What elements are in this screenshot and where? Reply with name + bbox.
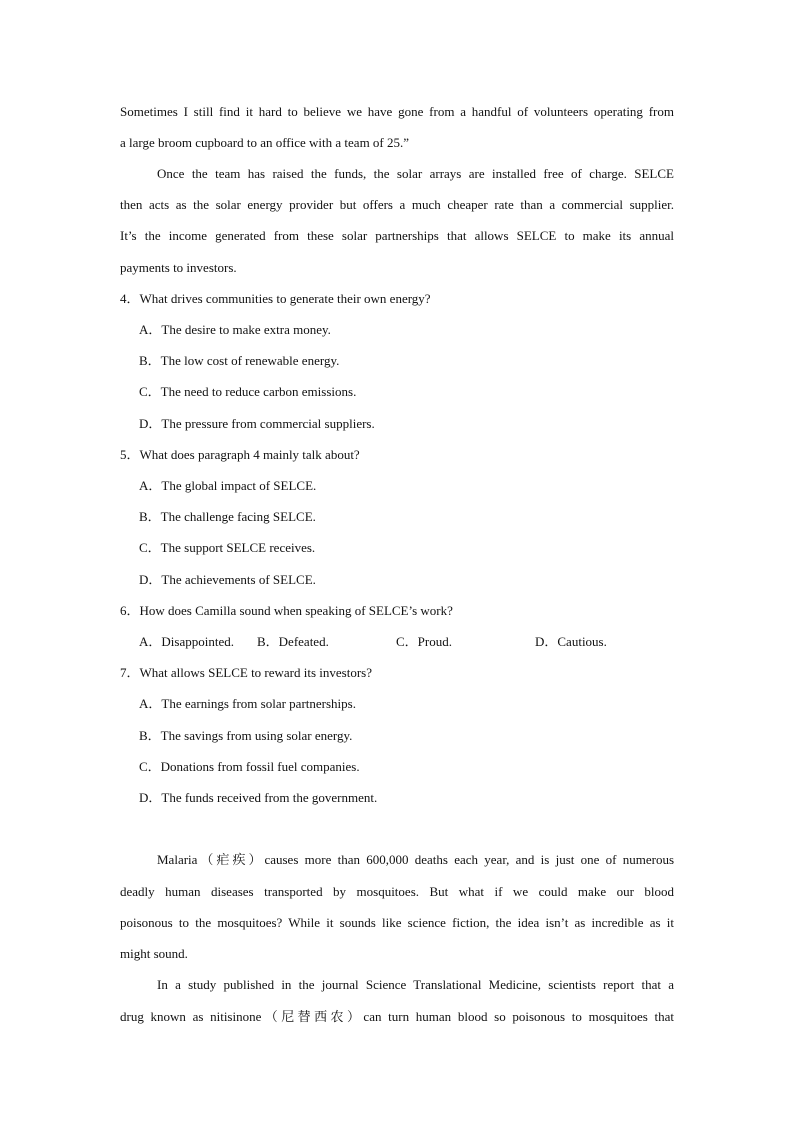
- answer-option: D．Cautious.: [535, 634, 607, 649]
- answer-option: A．The global impact of SELCE.: [139, 478, 317, 493]
- answer-option: B．The challenge facing SELCE.: [139, 509, 316, 524]
- passage-line: drug known as nitisinone（尼替西农）can turn human blood so poisonous to mosquitoes that: [120, 1009, 674, 1024]
- question-stem: 7．What allows SELCE to reward its investors?: [120, 665, 373, 680]
- answer-option: A．The desire to make extra money.: [139, 322, 331, 337]
- passage-line: In a study published in the journal Science Translational Medicine, scientists report that a: [157, 977, 674, 992]
- answer-option: D．The pressure from commercial suppliers.: [139, 416, 375, 431]
- passage-line: poisonous to the mosquitoes? While it sounds like science fiction, the idea isn’t as incredible as it: [120, 915, 674, 930]
- answer-option: A．The earnings from solar partnerships.: [139, 696, 356, 711]
- passage-line: Sometimes I still find it hard to believe we have gone from a handful of volunteers operating from: [120, 104, 674, 119]
- question-stem: 4．What drives communities to generate their own energy?: [120, 291, 431, 306]
- question-stem: 6．How does Camilla sound when speaking of SELCE’s work?: [120, 603, 453, 618]
- passage-line: It’s the income generated from these solar partnerships that allows SELCE to make its annual: [120, 228, 674, 243]
- passage-line: a large broom cupboard to an office with a team of 25.”: [120, 135, 410, 150]
- answer-option: A．Disappointed.: [139, 634, 234, 649]
- passage-line: Malaria（疟疾）causes more than 600,000 deaths each year, and is just one of numerous: [157, 852, 674, 867]
- answer-option: B．The savings from using solar energy.: [139, 728, 353, 743]
- passage-line: deadly human diseases transported by mosquitoes. But what if we could make our blood: [120, 884, 674, 899]
- answer-option: C．Proud.: [396, 634, 452, 649]
- passage-line: Once the team has raised the funds, the solar arrays are installed free of charge. SELCE: [157, 166, 674, 181]
- passage-line: payments to investors.: [120, 260, 237, 275]
- answer-option: D．The achievements of SELCE.: [139, 572, 316, 587]
- passage-line: might sound.: [120, 946, 188, 961]
- answer-option: D．The funds received from the government.: [139, 790, 378, 805]
- answer-option: B．Defeated.: [257, 634, 329, 649]
- answer-option: B．The low cost of renewable energy.: [139, 353, 340, 368]
- answer-option: C．The need to reduce carbon emissions.: [139, 384, 357, 399]
- passage-line: then acts as the solar energy provider but offers a much cheaper rate than a commercial supplier.: [120, 197, 674, 212]
- answer-option: C．The support SELCE receives.: [139, 540, 316, 555]
- question-stem: 5．What does paragraph 4 mainly talk about?: [120, 447, 360, 462]
- answer-option: C．Donations from fossil fuel companies.: [139, 759, 360, 774]
